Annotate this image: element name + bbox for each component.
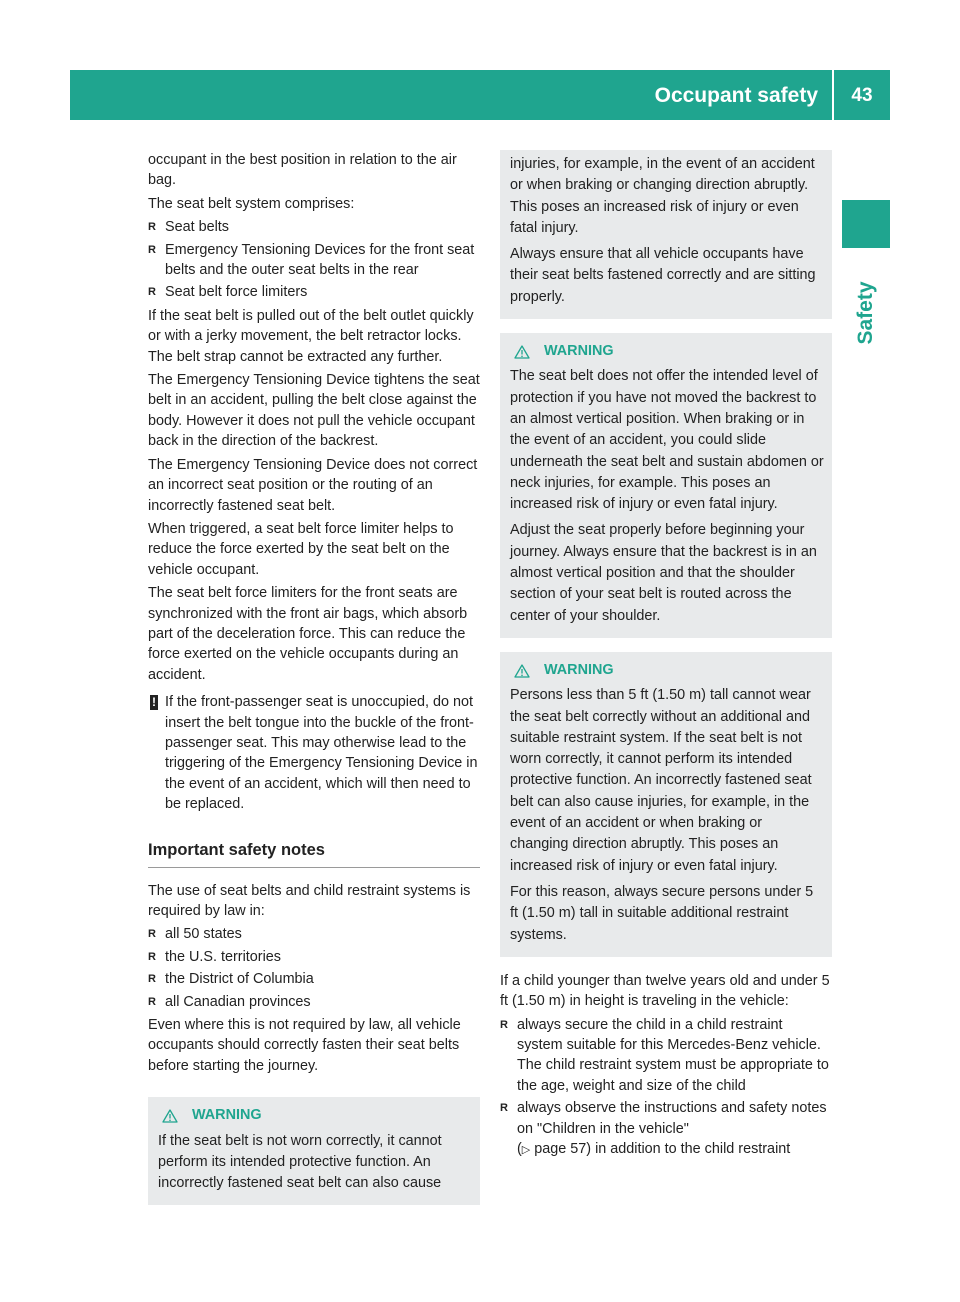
bullet-list [148,217,480,303]
exclamation-note-icon: ! [152,695,156,710]
bullet-list [500,1015,832,1161]
paragraph: The Emergency Tensioning Device tightens the seat belt in an accident, pulling the belt close against the body. However it does not pull the vehicle occupant back in the direction of the backrest. [148,372,480,450]
warning-text: The seat belt does not offer the intended level of protection if you have not moved the backrest to an almost vertical position. When braking or in the event of an accident, you could slide underneath the seat belt and sustain abdomen or neck injuries, for example. This poses an increased risk of injury or even fatal injury. [510,368,824,513]
list-item: R all Canadian provinces [148,992,480,1012]
paragraph: occupant in the best position in relation to the air bag. [148,152,457,189]
warning-triangle-icon [514,664,530,678]
paragraph: If a child younger than twelve years old and under 5 ft (1.50 m) in height is traveling in the vehicle: [500,972,830,1010]
paragraph: If the seat belt is pulled out of the belt outlet quickly or with a jerky movement, the belt retractor locks. The belt strap cannot be extracted any further. [148,307,474,365]
list-item: R the District of Columbia [148,969,480,989]
page-reference[interactable]: page 57) in addition to the child restraint [534,1141,791,1158]
warning-text: injuries, for example, in the event of an accident or when braking or changing direction abruptly. This poses an increased risk of injury or even fatal injury. [510,156,815,236]
warning-box [500,333,832,638]
note-text: If the front-passenger seat is unoccupied, do not insert the belt tongue into the buckle of the front-passenger seat. This may otherwise lead to the triggering of the Emergency Tensioning Device in the event of an accident, which will then need to be replaced. [165,694,478,813]
warning-header [510,341,824,362]
left-column [148,150,480,1205]
paragraph: The Emergency Tensioning Device does not correct an incorrect seat position or the routing of an incorrectly fastened seat belt. [148,456,478,514]
list-item: R Seat belts [148,217,480,237]
warning-label: WARNING [544,343,614,360]
section-tab [842,258,890,368]
paragraph: The use of seat belts and child restraint systems is required by law in: [148,882,471,919]
warning-box [148,1097,480,1205]
page-ref-arrow-icon: ▷ [521,1144,531,1157]
page-number: 43 [851,85,873,106]
list-item: R always secure the child in a child restraint system suitable for this Mercedes-Benz vehicle. The child restraint system must be appropriate to the age, weight and size of the child [500,1015,832,1097]
list-item-text: always observe the instructions and safety notes on "Children in the vehicle" [517,1100,827,1137]
list-item: R Emergency Tensioning Devices for the front seat belts and the outer seat belts in the rear [148,240,480,281]
warning-box-continued [500,150,832,319]
paragraph: The seat belt system comprises: [148,195,355,212]
warning-triangle-icon [514,345,530,359]
list-item: R the U.S. territories [148,947,480,967]
section-heading: Important safety notes [148,839,480,868]
paragraph: The seat belt force limiters for the front seats are synchronized with the front air bags, which absorb part of the deceleration force. This can reduce the force exerted on the vehicle occupants during an accident. [148,585,468,683]
warning-label: WARNING [192,1107,262,1124]
warning-triangle-icon [162,1109,178,1123]
paragraph: When triggered, a seat belt force limiter helps to reduce the force exerted by the seat belt on the vehicle occupant. [148,520,454,578]
warning-label: WARNING [544,661,614,678]
warning-text: If the seat belt is not worn correctly, it cannot perform its intended protective function. An incorrectly fastened seat belt can also cause [158,1132,442,1192]
warning-text: For this reason, always secure persons under 5 ft (1.50 m) tall in suitable additional restraint systems. [510,883,814,943]
warning-text: Always ensure that all vehicle occupants have their seat belts fastened correctly and are sitting properly. [510,246,816,305]
list-item: R Seat belt force limiters [148,282,480,302]
warning-text: Adjust the seat properly before beginning your journey. Always ensure that the backrest is in an almost vertical position and that the shoulder section of your seat belt is routed across the center of your shoulder. [510,522,817,624]
right-column [500,150,832,1163]
bullet-list [148,924,480,1012]
warning-text: Persons less than 5 ft (1.50 m) tall cannot wear the seat belt correctly without an additional and suitable restraint system. If the seat belt is not worn correctly, it cannot perform its intended protective function. An incorrectly fastened seat belt can also cause injuries, for example, in the event of an accident or when braking or changing direction abruptly. This poses an increased risk of injury or even fatal injury. [510,687,812,874]
note [148,692,480,814]
page-title: Occupant safety [654,84,818,107]
section-marker [842,200,890,248]
list-item: R always observe the instructions and safety notes on "Children in the vehicle" (▷ page 57) in addition to the child restraint [500,1098,832,1160]
paragraph: Even where this is not required by law, all vehicle occupants should correctly fasten their seat belts before starting the journey. [148,1017,461,1074]
list-item: R all 50 states [148,924,480,944]
warning-header [510,660,824,681]
section-label: Safety [854,281,877,345]
warning-header [158,1105,472,1126]
warning-box [500,652,832,957]
